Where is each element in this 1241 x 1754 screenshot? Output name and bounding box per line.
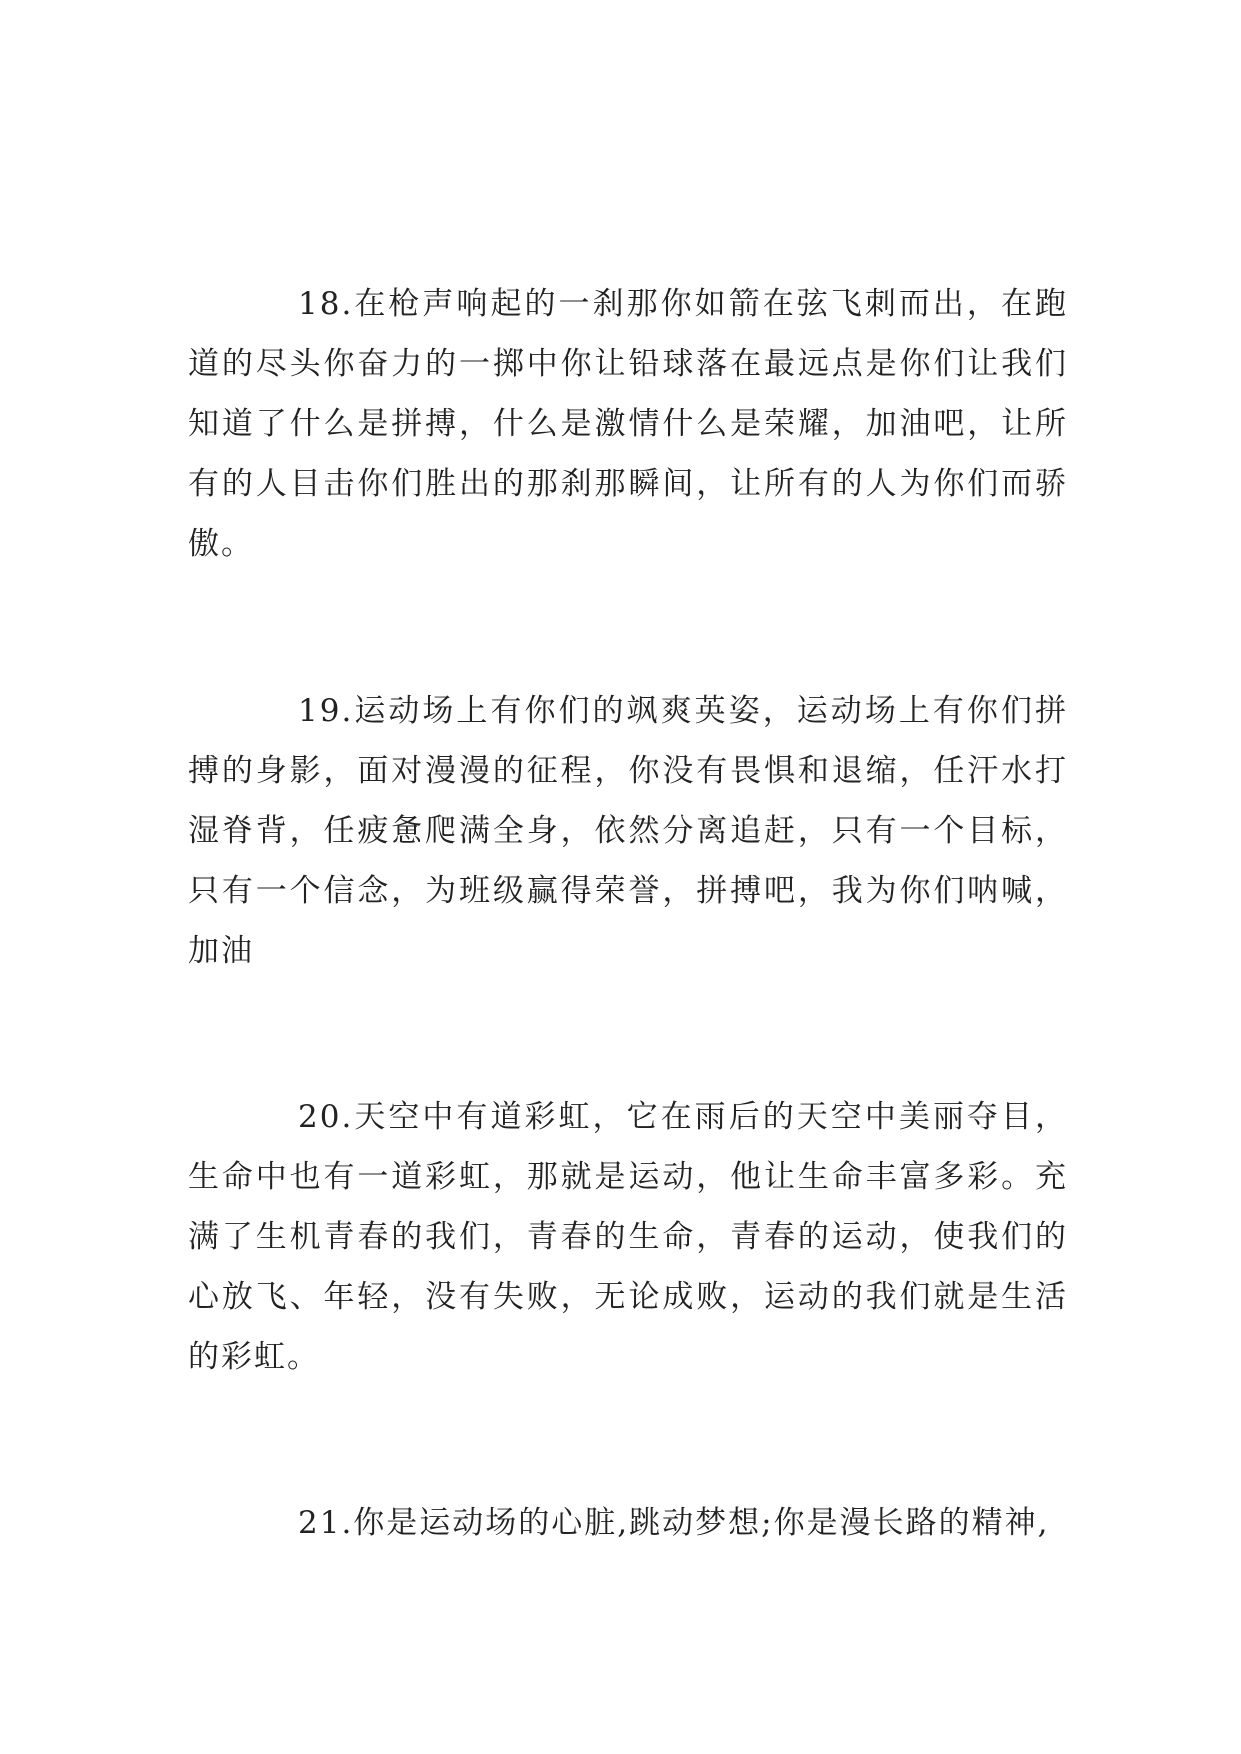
paragraph-18: 18.在枪声响起的一刹那你如箭在弦飞刺而出，在跑道的尽头你奋力的一掷中你让铅球落在最远点是你们让我们知道了什么是拼搏，什么是激情什么是荣耀，加油吧，让所有的人目击你们胜出的那刹那瞬间，让所有的人为你们而骄傲。 (188, 286, 1068, 562)
paragraph-21: 21.你是运动场的心脏,跳动梦想;你是漫长路的精神, (298, 1505, 1050, 1541)
paragraph-19: 19.运动场上有你们的飒爽英姿，运动场上有你们拼搏的身影，面对漫漫的征程，你没有畏惧和退缩，任汗水打湿脊背，任疲惫爬满全身，依然分离追赶，只有一个目标，只有一个信念，为班级赢得荣誉，拼搏吧，我为你们呐喊，加油 (188, 693, 1068, 969)
paragraph-20: 20.天空中有道彩虹，它在雨后的天空中美丽夺目，生命中也有一道彩虹，那就是运动，他让生命丰富多彩。充满了生机青春的我们，青春的生命，青春的运动，使我们的心放飞、年轻，没有失败，无论成败，运动的我们就是生活的彩虹。 (188, 1099, 1068, 1375)
